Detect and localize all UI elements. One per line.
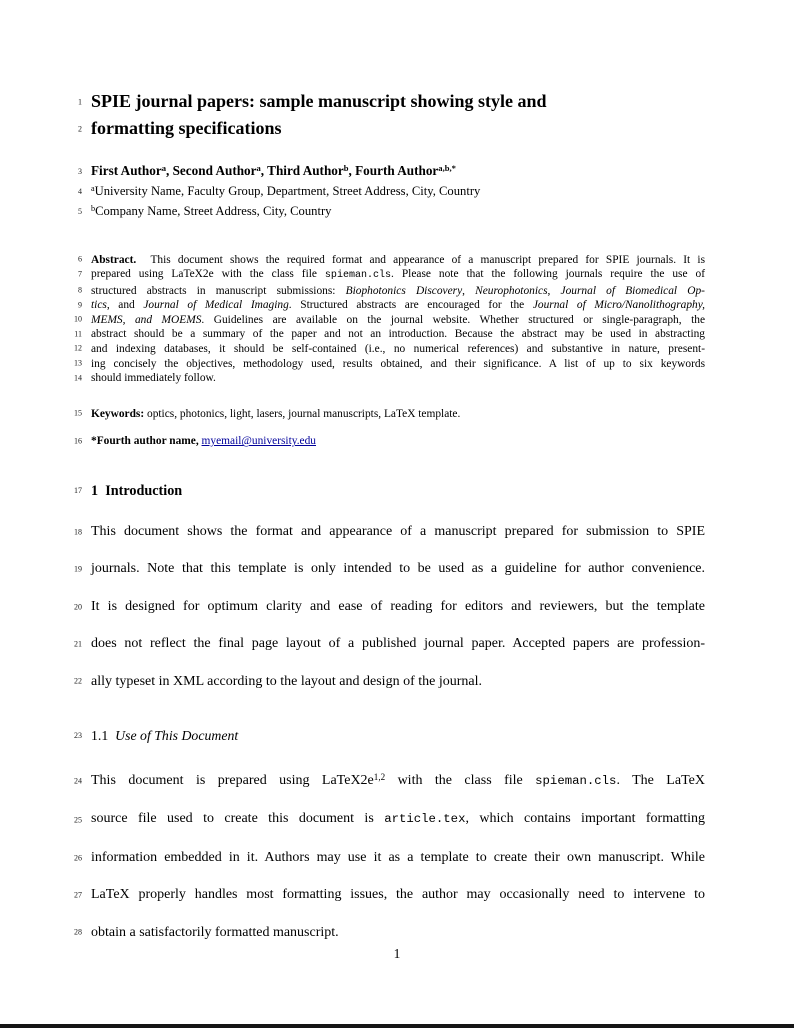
text-line [74,625,705,662]
line-number: 26 [74,852,82,862]
text-segment: MEMS, and MOEMS [91,313,202,326]
author-block [78,162,705,223]
text-line [78,202,705,223]
text-line [74,342,705,357]
text-segment: ing concisely the objectives, methodology used, results obtained, and their significance. A list of up to six keywords [91,357,705,370]
text-line [78,253,705,268]
line-number: 1 [78,97,82,106]
abstract [74,253,706,386]
text-line [78,284,705,299]
text-segment: Journal of Biomedical Op- [560,284,705,297]
line-number: 17 [74,486,82,496]
introduction-paragraph [74,513,705,700]
text-line [78,88,705,115]
line-number: 20 [74,601,82,611]
email-link[interactable]: myemail@university.edu [201,435,317,448]
text-segment: formatting specifications [91,118,282,138]
text-segment: 1,2 [373,771,386,782]
text-segment: does not reflect the final page layout of a published journal paper. Accepted papers are profession- [91,636,705,652]
line-number: 22 [74,676,82,686]
text-segment: source file used to create this document is [91,811,385,827]
text-segment: with the class file [385,773,536,789]
text-segment: obtain a satisfactorily formatted manuscript. [91,924,339,940]
text-segment: should immediately follow. [91,372,216,385]
line-number: 7 [78,270,82,280]
text-line [74,327,705,342]
text-segment: journals. Note that this template is only intended to be used as a guideline for author convenience. [91,561,705,577]
text-segment: a [161,163,166,174]
section-1-heading [74,481,705,501]
text-segment: , Second Author [166,163,257,178]
text-segment: . The LaTeX [616,773,705,789]
use-of-document-paragraph [74,762,705,951]
text-segment: b [91,204,96,214]
text-segment: SPIE journal papers: sample manuscript showing style and [91,91,547,111]
text-segment: *Fourth author name, [91,435,202,448]
text-line [74,726,705,746]
line-number: 16 [74,436,82,446]
line-number: 11 [74,329,82,339]
text-segment: structured abstracts in manuscript submissions: [91,284,346,297]
line-number: 19 [74,564,82,574]
text-line [74,663,705,700]
text-line [74,313,706,328]
text-segment: Company Name, Street Address, City, Country [95,204,332,218]
text-line [74,481,705,501]
text-line [74,762,705,800]
text-segment: , which contains important formatting [465,811,705,827]
line-number: 3 [78,166,82,176]
text-line [74,407,705,422]
subsection-1-1-heading [74,726,705,746]
author-footnote [74,434,705,449]
paper-title [78,88,705,142]
text-line [78,298,706,313]
text-segment: . Structured abstracts are encouraged for the [288,299,533,312]
line-number: 9 [78,300,82,310]
text-segment: spieman.cls [535,774,617,789]
line-number: 4 [78,186,82,196]
text-segment: , Third Author [260,163,344,178]
text-line [78,162,705,182]
keywords [74,407,705,422]
text-segment: 1 Introduction [91,483,183,500]
line-number: 14 [74,373,82,383]
text-segment: ally typeset in XML according to the layout and design of the journal. [91,673,482,689]
line-number: 8 [78,285,82,295]
text-segment: . Guidelines are available on the journal website. Whether structured or single-paragraph, the [201,313,706,326]
text-segment: , [462,284,476,297]
text-segment: , and [106,299,144,312]
text-segment: It is designed for optimum clarity and ease of reading for editors and reviewers, but the template [91,598,705,614]
line-number: 2 [78,124,82,133]
text-segment: tics [91,299,107,312]
text-segment: This document is prepared using LaTeX2e [91,773,374,789]
line-number: 18 [74,527,82,537]
line-number: 10 [74,314,82,324]
text-line [74,550,705,587]
text-segment: , Fourth Author [348,163,439,178]
text-line [74,839,705,876]
text-line [78,182,705,203]
line-number: 28 [74,927,82,937]
text-segment: Abstract. [91,253,137,266]
text-segment: Keywords: [91,407,145,420]
text-segment: This document shows the format and appearance of a manuscript prepared for submission to SPIE [91,524,705,540]
line-number: 21 [74,639,82,649]
text-segment: Neurophotonics [475,284,548,297]
text-segment: 1.1 [91,728,116,744]
text-line [74,371,705,386]
text-segment: . Please note that the following journals require the use of [391,268,705,281]
text-segment: information embedded in it. Authors may use it as a template to create their own manuscript. While [91,849,705,865]
text-segment: Biophotonics Discovery [345,284,463,297]
page-number: 1 [393,946,401,961]
text-line [74,513,705,550]
text-segment: a,b,* [438,163,456,174]
text-segment: Journal of Medical Imaging [143,299,289,312]
text-line [78,115,705,142]
text-line [78,267,705,284]
line-number: 25 [74,814,82,824]
line-number: 12 [74,344,82,354]
page-bottom-edge [0,1024,794,1028]
text-segment: Use of This Document [115,728,239,744]
line-number: 15 [74,408,82,418]
line-number: 6 [78,254,82,264]
text-segment: First Author [91,163,162,178]
text-line [74,800,705,838]
text-segment: b [343,163,349,174]
text-segment: article.tex [384,812,466,827]
text-segment: a [256,163,261,174]
line-number: 5 [78,207,82,216]
text-segment: Journal of Micro/Nanolithography, [532,299,706,312]
line-number: 13 [74,358,82,368]
text-line [74,876,705,913]
text-segment: a [91,183,95,193]
text-segment: prepared using LaTeX2e with the class file [91,268,325,281]
text-segment: optics, photonics, light, lasers, journal manuscripts, LaTeX template. [144,407,461,420]
text-segment: University Name, Faculty Group, Department, Street Address, City, Country [94,183,481,198]
text-segment: and indexing databases, it should be self-contained (i.e., no numerical references) and substantive in nature, present- [91,343,705,356]
text-segment: spieman.cls [324,270,392,282]
text-line [74,357,705,372]
line-number: 27 [74,890,82,900]
page-content [74,88,706,951]
line-number: 23 [74,731,82,741]
text-line [74,588,705,625]
text-line [74,434,705,449]
text-segment: , [547,284,561,297]
text-segment: This document shows the required format and appearance of a manuscript prepared for SPIE journals. It is [136,253,705,266]
text-segment: abstract should be a summary of the paper and not an introduction. Because the abstract may be used in abstracting [91,328,705,341]
line-number: 24 [74,776,82,786]
text-segment: LaTeX properly handles most formatting issues, the author may occasionally need to intervene to [91,887,705,903]
